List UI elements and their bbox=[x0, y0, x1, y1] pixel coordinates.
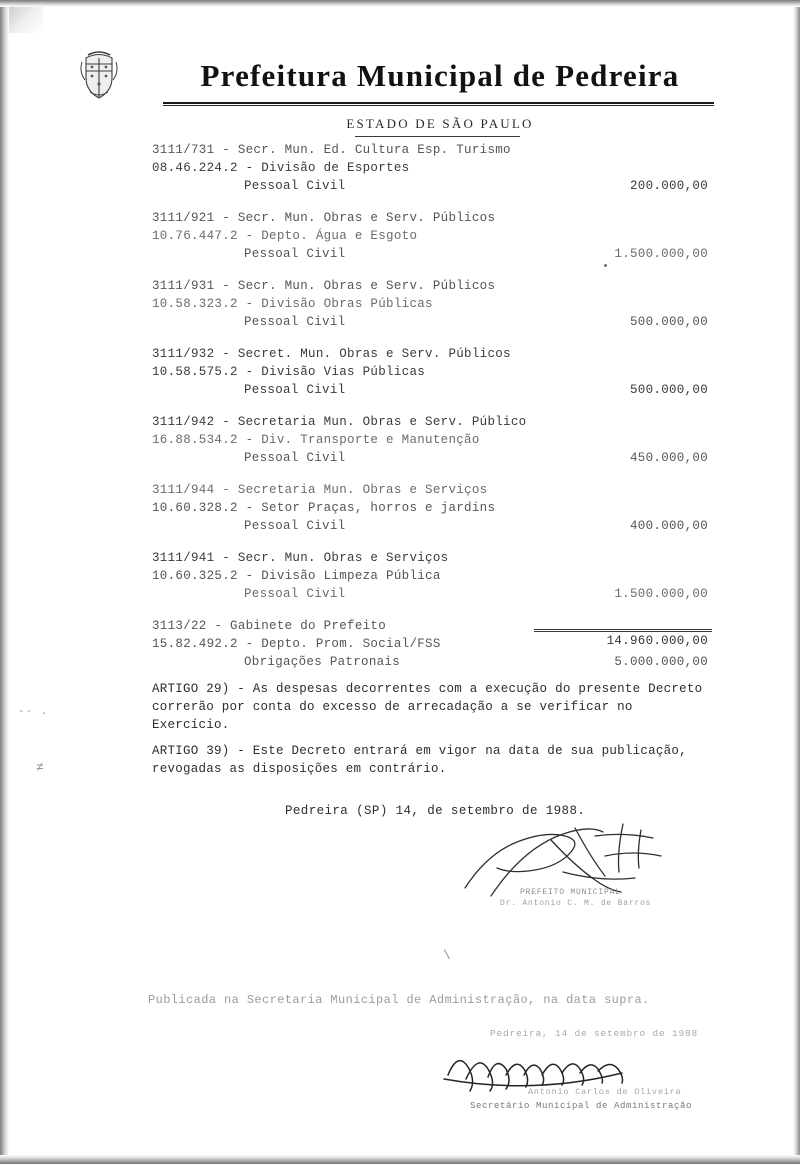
publication-note: Publicada na Secretaria Municipal de Administração, na data supra. bbox=[148, 993, 650, 1007]
entry-amount: 450.000,00 bbox=[629, 451, 708, 465]
entry-item: Pessoal Civil bbox=[244, 383, 346, 397]
stray-pen-mark: \ bbox=[443, 948, 451, 963]
signer-title: Secretário Municipal de Administração bbox=[470, 1101, 693, 1111]
page-title: Prefeitura Municipal de Pedreira bbox=[200, 58, 680, 93]
entry-amount: 200.000,00 bbox=[629, 179, 708, 193]
list-item bbox=[0, 415, 800, 471]
margin-mark-a: -- . bbox=[18, 706, 49, 718]
entry-unit: 15.82.492.2 - Depto. Prom. Social/FSS bbox=[152, 637, 441, 651]
entry-amount: 1.500.000,00 bbox=[614, 247, 708, 261]
scan-edge-bottom bbox=[0, 1155, 800, 1164]
entry-code: 3111/944 - Secretaria Mun. Obras e Serviços bbox=[152, 483, 488, 497]
list-item bbox=[0, 551, 800, 607]
entry-amount: 500.000,00 bbox=[629, 315, 708, 329]
article-39: ARTIGO 39) - Este Decreto entrará em vigor na data de sua publicação, revogadas as disposições em contrário. bbox=[152, 744, 687, 776]
signature-caption: PREFEITO MUNICIPAL bbox=[520, 888, 621, 897]
coat-of-arms-icon bbox=[78, 44, 120, 102]
entry-unit: 16.88.534.2 - Div. Transporte e Manutenção bbox=[152, 433, 480, 447]
entry-code: 3111/921 - Secr. Mun. Obras e Serv. Públicos bbox=[152, 211, 496, 225]
budget-entries-list bbox=[0, 143, 800, 687]
entry-code: 3111/942 - Secretaria Mun. Obras e Serv. Público bbox=[152, 415, 527, 429]
entry-amount: 1.500.000,00 bbox=[614, 587, 708, 601]
scan-edge-top bbox=[0, 0, 800, 7]
list-item bbox=[0, 279, 800, 335]
entry-amount: 5.000.000,00 bbox=[614, 655, 708, 669]
entry-code: 3113/22 - Gabinete do Prefeito bbox=[152, 619, 387, 633]
document-subtitle: ESTADO DE SÃO PAULO bbox=[346, 116, 534, 131]
entry-code: 3111/931 - Secr. Mun. Obras e Serv. Públicos bbox=[152, 279, 496, 293]
entry-amount: 400.000,00 bbox=[629, 519, 708, 533]
entry-unit: 10.60.328.2 - Setor Praças, horros e jardins bbox=[152, 501, 496, 515]
publication-date: Pedreira, 14 de setembro de 1988 bbox=[490, 1028, 699, 1039]
list-item bbox=[0, 483, 800, 539]
place-and-date: Pedreira (SP) 14, de setembro de 1988. bbox=[285, 804, 586, 818]
article-29: ARTIGO 29) - As despesas decorrentes com a execução do presente Decreto correrão por conta do excesso de arrecadação a se verificar no Exercício. bbox=[152, 682, 703, 732]
total-rule-top bbox=[534, 631, 712, 632]
entry-item: Pessoal Civil bbox=[244, 587, 346, 601]
list-item bbox=[0, 143, 800, 199]
title-rule-secondary bbox=[163, 105, 714, 106]
signature-caption-secondary: Dr. Antonio C. M. de Barros bbox=[500, 899, 652, 908]
entry-item: Pessoal Civil bbox=[244, 179, 346, 193]
list-item bbox=[0, 211, 800, 267]
corner-fold-mark bbox=[9, 7, 43, 33]
entry-code: 3111/941 - Secr. Mun. Obras e Serviços bbox=[152, 551, 449, 565]
entry-item: Pessoal Civil bbox=[244, 315, 346, 329]
entry-item: Obrigações Patronais bbox=[244, 655, 401, 669]
entry-item: Pessoal Civil bbox=[244, 519, 346, 533]
title-rule bbox=[163, 102, 714, 104]
entry-unit: 10.58.575.2 - Divisão Vias Públicas bbox=[152, 365, 426, 379]
entry-item: Pessoal Civil bbox=[244, 451, 346, 465]
subtitle-rule bbox=[355, 136, 520, 137]
entry-code: 3111/731 - Secr. Mun. Ed. Cultura Esp. Turismo bbox=[152, 143, 511, 157]
entry-unit: 10.76.447.2 - Depto. Água e Esgoto bbox=[152, 229, 418, 243]
entry-unit: 10.60.325.2 - Divisão Limpeza Pública bbox=[152, 569, 441, 583]
total-rule-bottom bbox=[534, 629, 712, 630]
total-amount: 14.960.000,00 bbox=[606, 634, 708, 648]
margin-mark-b: ≠ bbox=[36, 760, 44, 775]
entry-unit: 08.46.224.2 - Divisão de Esportes bbox=[152, 161, 410, 175]
entry-code: 3111/932 - Secret. Mun. Obras e Serv. Públicos bbox=[152, 347, 511, 361]
list-item bbox=[0, 347, 800, 403]
entry-amount: 500.000,00 bbox=[629, 383, 708, 397]
signer-name: Antonio Carlos de Oliveira bbox=[528, 1087, 682, 1097]
entry-unit: 10.58.323.2 - Divisão Obras Públicas bbox=[152, 297, 433, 311]
entry-item: Pessoal Civil bbox=[244, 247, 346, 261]
